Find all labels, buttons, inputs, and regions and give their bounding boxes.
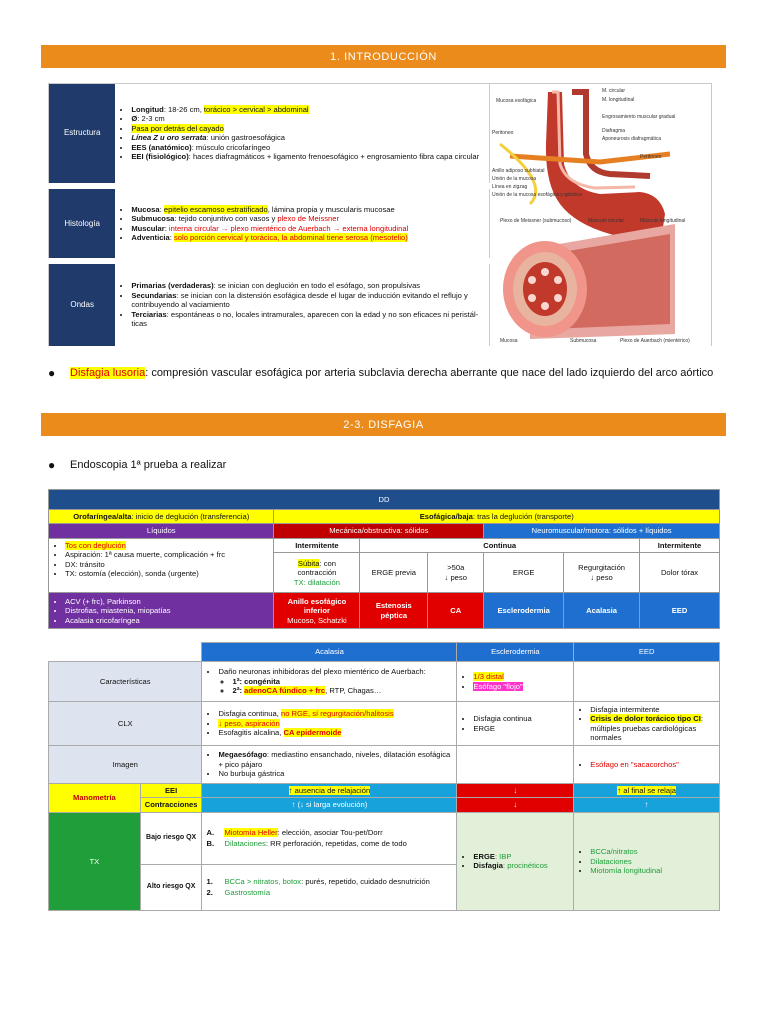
row-header-estructura: Estructura <box>49 84 116 186</box>
svg-text:Peritoneo: Peritoneo <box>491 130 514 136</box>
svg-text:Anillo adiposo subhiatal: Anillo adiposo subhiatal <box>491 168 545 174</box>
dd-erge-previa: ERGE previa <box>360 553 428 593</box>
dd-intermitente-2: Intermitente <box>640 538 720 552</box>
svg-text:Unión de la mucosa: Unión de la mucosa <box>491 176 537 182</box>
list-item: • TX: ostomía (elección), sonda (urgente) <box>65 569 269 578</box>
dd-erge: ERGE <box>484 553 564 593</box>
esophagus-illustration <box>489 84 711 350</box>
list-item: • Disfagia intermitente <box>590 705 715 714</box>
list-item: ◦ 1ª: congénita <box>232 677 452 686</box>
dd-regurgitacion: Regurgitación ↓ peso <box>564 553 640 593</box>
row-caracteristicas: Características <box>49 662 202 702</box>
img-eed <box>574 746 720 784</box>
dd-oro-items <box>49 538 274 592</box>
dd-dolor-torax: Dolor tórax <box>640 553 720 593</box>
man-ac-contracciones: ↑ (↓ si larga evolución) <box>202 798 457 812</box>
section-title: 1. INTRODUCCIÓN <box>330 50 437 63</box>
list-item: • EES (anatómico): músculo cricofaríngeo <box>131 143 485 152</box>
list-item: • Esófago "flojo" <box>473 682 569 691</box>
tx-esclerodermia <box>457 812 574 910</box>
list-item: • Mucosa: epitelio escamoso estratificado, lámina propia y muscularis mucosae <box>131 205 485 214</box>
man-contracciones-label: Contracciones <box>140 798 202 812</box>
clx-acalasia <box>202 702 457 746</box>
svg-text:Músculo circular: Músculo circular <box>587 218 624 224</box>
section-banner-introduccion <box>41 45 726 68</box>
list-item: • Distrofias, miastenia, miopatías <box>65 606 269 615</box>
svg-text:Plexo de Meissner (submucoso): Plexo de Meissner (submucoso) <box>499 218 572 224</box>
list-item: • Dilataciones <box>590 857 715 866</box>
svg-text:Músculo longitudinal: Músculo longitudinal <box>639 218 686 224</box>
esophagus-anatomy-figure <box>490 84 690 346</box>
list-item: • Pasa por detrás del cayado <box>131 124 485 133</box>
clx-eed <box>574 702 720 746</box>
man-esc-contracciones: ↓ <box>457 798 574 812</box>
tx-alto-label: Alto riesgo QX <box>140 864 202 910</box>
dd-intermitente-1: Intermitente <box>274 538 360 552</box>
list-item: ◦ 2ª: adenoCA fúndico + frc, RTP, Chagas… <box>232 686 452 695</box>
list-item: • Megaesófago: mediastino ensanchado, niveles, dilatación esofágica + pico pájaro <box>218 750 452 769</box>
list-item: • 1/3 distal <box>473 672 569 681</box>
svg-text:Peritoneo: Peritoneo <box>639 154 662 160</box>
tx-eed <box>574 812 720 910</box>
clx-esclerodermia <box>457 702 574 746</box>
svg-text:Diafragma: Diafragma <box>601 128 625 134</box>
tx-alto-acalasia: 1. BCCa > nitratos, botox: purés, repetido, cuidado desnutrición 2. Gastrostomía <box>202 864 457 910</box>
dd-continua: Continua <box>360 538 640 552</box>
dd-esofagica: Esofágica/baja: tras la deglución (transporte) <box>274 510 720 524</box>
list-item: • Longitud: 18-26 cm, torácico > cervical > abdominal <box>131 105 485 114</box>
bullet-icon: ● <box>48 366 56 380</box>
list-item: • Miotomía longitudinal <box>590 866 715 875</box>
svg-text:Submucosa: Submucosa <box>569 338 597 344</box>
dd-neuromuscular: Neuromuscular/motora: sólidos + líquidos <box>484 524 720 538</box>
list-item: • Línea Z u oro serrata: unión gastroesofágica <box>131 133 485 142</box>
intro-table <box>48 83 712 352</box>
row-manometria: Manometría <box>49 784 141 813</box>
man-eed-contracciones: ↑ <box>574 798 720 812</box>
dd-table <box>48 489 720 629</box>
svg-text:Aponeurosis diafragmática: Aponeurosis diafragmática <box>601 136 662 142</box>
endoscopia-bullet <box>48 458 226 472</box>
dd-anillo: Anillo esofágico inferior Mucoso, Schatzki <box>274 593 360 629</box>
estructura-cell <box>115 84 489 186</box>
list-item: • Primarias (verdaderas): se inician con deglución en todo el esófago, son propulsivas <box>131 281 485 290</box>
list-item: • DX: tránsito <box>65 560 269 569</box>
header-esclerodermia: Esclerodermia <box>457 643 574 662</box>
img-esclerodermia <box>457 746 574 784</box>
dd-estenosis: Estenosis péptica <box>360 593 428 629</box>
list-item: • ACV (+ frc), Parkinson <box>65 597 269 606</box>
dd-orofaringea: Orofaríngea/alta: inicio de deglución (transferencia) <box>49 510 274 524</box>
header-acalasia: Acalasia <box>202 643 457 662</box>
man-esc-eei: ↓ <box>457 784 574 798</box>
row-imagen: Imagen <box>49 746 202 784</box>
row-clx: CLX <box>49 702 202 746</box>
dd-acalasia: Acalasia <box>564 593 640 629</box>
svg-text:Mucosa: Mucosa <box>499 338 518 344</box>
list-item: • Disfagia continua <box>473 714 569 723</box>
dd-liquidos: Líquidos <box>49 524 274 538</box>
dd-esclerodermia: Esclerodermia <box>484 593 564 629</box>
list-item: • EEI (fisiológico): haces diafragmáticos + ligamento frenoesofágico + engrosamiento fibra capa circular <box>131 152 485 161</box>
list-item: • Acalasia cricofaríngea <box>65 616 269 625</box>
list-item: • Submucosa: tejido conjuntivo con vasos y plexo de Meissner <box>131 214 485 223</box>
tx-bajo-acalasia: A. Miotomía Heller: elección, asociar Tou-pet/Dorr B. Dilataciones: RR perforación, repetidas, come de todo <box>202 812 457 864</box>
car-acalasia <box>202 662 457 702</box>
ondas-cell <box>115 261 489 349</box>
man-ac-eei: ↑ ausencia de relajación <box>202 784 457 798</box>
svg-text:Línea en zigzag: Línea en zigzag <box>491 184 528 190</box>
lusoria-text: Disfagia lusoria: compresión vascular esofágica por arteria subclavia derecha aberrante que nace del lado izquierdo del arco aórtico <box>70 367 714 379</box>
dd-oro-causes <box>49 593 274 629</box>
man-eei-label: EEI <box>140 784 202 798</box>
tx-bajo-label: Bajo riesgo QX <box>140 812 202 864</box>
list-item: • ERGE: IBP <box>473 852 569 861</box>
svg-text:M. longitudinal: M. longitudinal <box>601 97 635 103</box>
bullet-icon: ● <box>48 458 56 472</box>
section-title: 2-3. DISFAGIA <box>343 418 424 431</box>
car-esclerodermia <box>457 662 574 702</box>
dd-eed: EED <box>640 593 720 629</box>
comparison-table <box>48 642 720 911</box>
list-item: • Secundarias: se inician con la distensión esofágica desde el lugar de inducción evitando el reflujo y contribuyendo al vaciamiento <box>131 291 485 310</box>
img-acalasia <box>202 746 457 784</box>
svg-text:Engrosamiento muscular gradual: Engrosamiento muscular gradual <box>601 114 676 120</box>
list-item: • BCCa/nitratos <box>590 847 715 856</box>
list-item: • Muscular: interna circular → plexo mientérico de Auerbach → externa longitudinal <box>131 224 485 233</box>
row-tx: TX <box>49 812 141 910</box>
dd-mecanica: Mecánica/obstructiva: sólidos <box>274 524 484 538</box>
list-item: • Tos con deglución <box>65 541 269 550</box>
man-eed-eei: ↑ al final se relaja <box>574 784 720 798</box>
car-eed <box>574 662 720 702</box>
dd-ca: CA <box>428 593 484 629</box>
list-item: • Aspiración: 1ª causa muerte, complicación + frc <box>65 550 269 559</box>
list-item: • Disfagia continua, no RGE, sí regurgitación/halitosis <box>218 709 452 718</box>
svg-text:M. circular: M. circular <box>601 88 625 94</box>
list-item: • Crisis de dolor torácico tipo CI: múltiples pruebas cardiológicas normales <box>590 714 715 742</box>
lusoria-bullet <box>48 366 718 382</box>
svg-text:Plexo de Auerbach (mientérico): Plexo de Auerbach (mientérico) <box>619 338 690 344</box>
list-item: • Adventicia: solo porción cervical y torácica, la abdominal tiene serosa (mesotelio) <box>131 233 485 242</box>
row-header-histologia: Histología <box>49 186 116 261</box>
list-item: • No burbuja gástrica <box>218 769 452 778</box>
list-item: • Daño neuronas inhibidoras del plexo mientérico de Auerbach: ◦ 1ª: congénita ◦ 2ª: adenoCA fúndico + frc, RTP, Chagas… <box>218 667 452 695</box>
list-item: • ERGE <box>473 724 569 733</box>
endoscopia-text: Endoscopia 1ª prueba a realizar <box>70 459 227 471</box>
row-header-ondas: Ondas <box>49 261 116 349</box>
section-banner-disfagia <box>41 413 726 436</box>
header-eed: EED <box>574 643 720 662</box>
list-item: • Esofagitis alcalina, CA epidermoide <box>218 728 452 737</box>
list-item: • Ø: 2-3 cm <box>131 114 485 123</box>
list-item: • Terciarias: espontáneas o no, locales intramurales, aparecen con la edad y no son eficaces ni peristál-ticas <box>131 310 485 329</box>
list-item: • Disfagia: procinéticos <box>473 861 569 870</box>
dd-title: DD <box>49 490 720 510</box>
dd-subita: Súbita: con contracción TX: dilatación <box>274 553 360 593</box>
histologia-cell <box>115 186 489 261</box>
dd-mayor50: >50a ↓ peso <box>428 553 484 593</box>
list-item: • Esófago en "sacacorchos" <box>590 760 715 769</box>
svg-text:Unión de la mucosa esofágica y: Unión de la mucosa esofágica y gástrica <box>491 192 582 198</box>
list-item: • ↓ peso, aspiración <box>218 719 452 728</box>
svg-text:Mucosa esofágica: Mucosa esofágica <box>495 98 537 104</box>
